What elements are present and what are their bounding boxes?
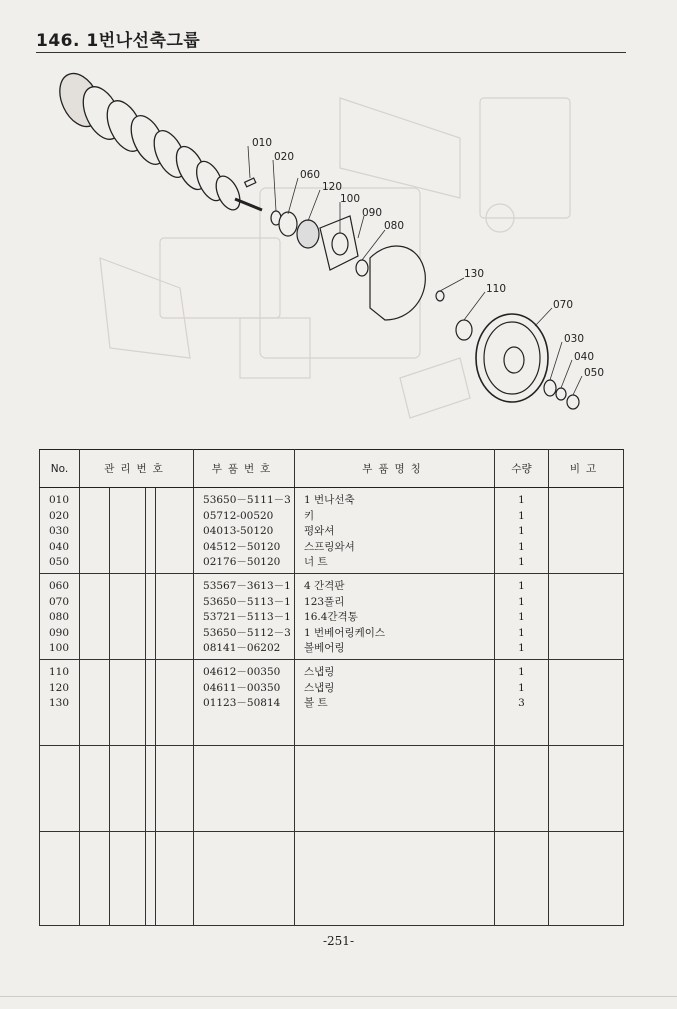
cell-mgmt-c <box>146 832 156 926</box>
table-cell-value: 070 <box>49 595 70 608</box>
table-group-row <box>40 660 624 746</box>
callout-090: 090 <box>362 207 383 219</box>
cell-mgmt-c <box>146 746 156 832</box>
table-cell-value: 53650－5111－3 <box>203 494 291 506</box>
table-cell-value: 04013-50120 <box>203 525 274 538</box>
cell-mgmt-b <box>110 832 146 926</box>
table-cell-value: 1 <box>518 595 525 608</box>
table-group-row <box>40 574 624 660</box>
callout-030: 030 <box>564 333 585 345</box>
title-rule <box>36 52 626 53</box>
callout-040: 040 <box>574 351 595 363</box>
cell-mgmt-a <box>80 746 110 832</box>
table-cell-value: 1 <box>518 509 525 522</box>
table-group-2 <box>40 574 624 660</box>
table-cell-value: 53650－5112－3 <box>203 626 291 639</box>
callout-070: 070 <box>553 299 574 311</box>
cell-mgmt-d <box>156 660 194 746</box>
bolt-part <box>436 291 444 301</box>
table-group-row <box>40 746 624 832</box>
cell-mgmt-a <box>80 832 110 926</box>
cell-mgmt-a <box>80 488 110 574</box>
cell-mgmt-b <box>110 660 146 746</box>
table-cell-value: 볼베어링 <box>304 642 345 655</box>
table-group-row <box>40 832 624 926</box>
table-cell-value: 01123－50814 <box>203 697 281 710</box>
table-cell-value: 1 번나선축 <box>304 494 355 506</box>
table-cell-value: 너 트 <box>304 556 328 569</box>
header-management-number: 관리번호 <box>80 450 194 488</box>
table-cell-value: 1 <box>518 580 525 592</box>
cell-mgmt-d <box>156 832 194 926</box>
table-cell-value: 02176－50120 <box>203 556 281 569</box>
diagram-svg <box>40 58 640 438</box>
bottom-edge-line <box>0 996 677 997</box>
cell-no <box>40 574 80 660</box>
cell-quantity <box>495 488 549 574</box>
parts-table <box>39 449 624 926</box>
table-cell-value: 볼 트 <box>304 697 328 710</box>
table-cell-value: 53650－5113－1 <box>203 595 291 608</box>
cell-part-name <box>295 832 495 926</box>
cell-part-number <box>194 746 295 832</box>
table-cell-value: 스프링와셔 <box>304 540 355 553</box>
cell-mgmt-c <box>146 574 156 660</box>
header-part-number: 부품번호 <box>194 450 295 488</box>
page-title: 146. 1번나선축그룹 <box>36 31 201 51</box>
cell-quantity <box>495 574 549 660</box>
table-cell-value: 1 <box>518 525 525 538</box>
table-cell-value: 4 간격판 <box>304 580 345 592</box>
table-cell-value: 1 <box>518 666 525 678</box>
cell-mgmt-d <box>156 746 194 832</box>
housing-part <box>370 246 425 320</box>
table-cell-value: 키 <box>304 509 315 522</box>
table-cell-value: 080 <box>49 611 70 624</box>
cell-mgmt-d <box>156 574 194 660</box>
cell-remarks <box>549 660 624 746</box>
table-cell-value: 030 <box>49 525 70 538</box>
callout-060: 060 <box>300 169 321 181</box>
header-no: No. <box>40 450 80 488</box>
header-remarks: 비고 <box>549 450 624 488</box>
cell-part-name <box>295 574 495 660</box>
spacer-part <box>356 260 368 276</box>
callout-130: 130 <box>464 268 485 280</box>
table-cell-value: 020 <box>49 509 70 522</box>
table-cell-value: 1 <box>518 540 525 553</box>
table-cell-value: 130 <box>49 697 70 710</box>
cell-part-name <box>295 746 495 832</box>
table-cell-value: 08141－06202 <box>203 642 281 655</box>
cell-no <box>40 746 80 832</box>
table-cell-value: 16.4간격통 <box>304 611 358 624</box>
cell-mgmt-b <box>110 574 146 660</box>
table-cell-value: 04612－00350 <box>203 666 281 678</box>
cell-no <box>40 488 80 574</box>
cell-quantity <box>495 832 549 926</box>
table-group-5 <box>40 832 624 926</box>
table-cell-value: 04611－00350 <box>203 681 281 694</box>
callout-110: 110 <box>486 283 507 295</box>
cell-remarks <box>549 746 624 832</box>
table-cell-value: 110 <box>49 666 70 678</box>
exploded-parts-diagram <box>40 58 640 438</box>
table-group-row <box>40 488 624 574</box>
cell-mgmt-c <box>146 488 156 574</box>
cell-mgmt-d <box>156 488 194 574</box>
table-cell-value: 3 <box>518 697 525 710</box>
header-part-name: 부품명칭 <box>295 450 495 488</box>
table-cell-value: 060 <box>49 580 70 592</box>
cell-remarks <box>549 832 624 926</box>
table-group-3 <box>40 660 624 746</box>
table-cell-value: 1 <box>518 611 525 624</box>
table-cell-value: 04512－50120 <box>203 540 281 553</box>
table-cell-value: 123풀리 <box>304 595 345 608</box>
cell-remarks <box>549 488 624 574</box>
cell-mgmt-b <box>110 746 146 832</box>
callout-010: 010 <box>252 137 273 149</box>
table-cell-value: 040 <box>49 540 70 553</box>
table-header-row <box>40 450 624 488</box>
table-cell-value: 05712-00520 <box>203 509 274 522</box>
table-cell-value: 53567－3613－1 <box>203 580 291 592</box>
table-cell-value: 1 번베어링케이스 <box>304 626 386 639</box>
key-part <box>245 178 256 187</box>
callout-020: 020 <box>274 151 295 163</box>
table-cell-value: 090 <box>49 626 70 639</box>
table-cell-value: 1 <box>518 642 525 655</box>
cell-mgmt-c <box>146 660 156 746</box>
snap-ring-part <box>279 212 297 236</box>
cell-part-number <box>194 832 295 926</box>
table-cell-value: 1 <box>518 494 525 506</box>
callout-labels <box>252 137 604 379</box>
table-cell-value: 010 <box>49 494 70 506</box>
spring-washer-part <box>556 388 566 400</box>
callout-100: 100 <box>340 193 361 205</box>
table-cell-value: 050 <box>49 556 70 569</box>
header-quantity: 수량 <box>495 450 549 488</box>
callout-080: 080 <box>384 220 405 232</box>
cell-part-number <box>194 488 295 574</box>
cell-no <box>40 660 80 746</box>
table-group-1 <box>40 488 624 574</box>
cell-remarks <box>549 574 624 660</box>
cell-part-number <box>194 660 295 746</box>
cell-quantity <box>495 746 549 832</box>
snap-ring-part-2 <box>456 320 472 340</box>
table-cell-value: 100 <box>49 642 70 655</box>
auger-screw <box>52 67 262 214</box>
cell-part-name <box>295 488 495 574</box>
cell-quantity <box>495 660 549 746</box>
cell-part-name <box>295 660 495 746</box>
callout-050: 050 <box>584 367 605 379</box>
table-cell-value: 53721－5113－1 <box>203 611 291 624</box>
cell-mgmt-a <box>80 660 110 746</box>
cell-no <box>40 832 80 926</box>
ball-bearing-part <box>297 220 319 248</box>
table-group-4 <box>40 746 624 832</box>
cell-part-number <box>194 574 295 660</box>
table-cell-value: 1 <box>518 681 525 694</box>
page-number: -251- <box>322 934 354 948</box>
nut-part <box>567 395 579 409</box>
cell-mgmt-a <box>80 574 110 660</box>
table-cell-value: 평와셔 <box>304 525 335 538</box>
callout-120: 120 <box>322 181 343 193</box>
table-cell-value: 120 <box>49 681 70 694</box>
table-cell-value: 스냅링 <box>304 681 335 694</box>
table-cell-value: 1 <box>518 556 525 569</box>
washer-part <box>544 380 556 396</box>
table-cell-value: 1 <box>518 626 525 639</box>
table-cell-value: 스냅링 <box>304 666 335 678</box>
cell-mgmt-b <box>110 488 146 574</box>
